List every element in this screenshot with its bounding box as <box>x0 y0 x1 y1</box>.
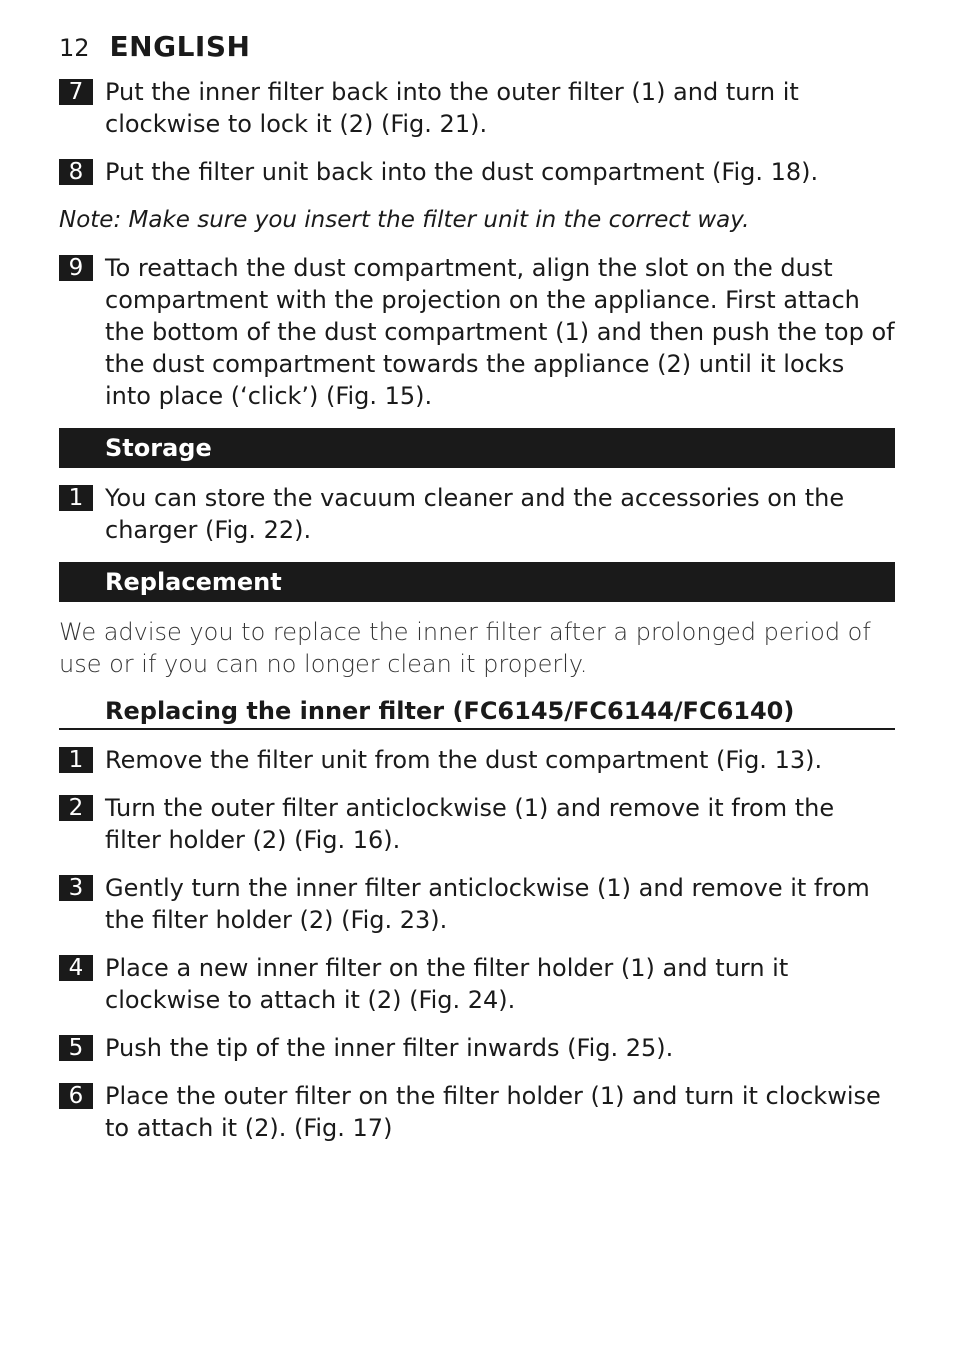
step-number: 4 <box>59 955 93 981</box>
step-text: To reattach the dust compartment, align the slot on the dust compartment with the projection on the appliance. First attach the bottom of the dust compartment (1) and then push the top of the dust compartment towards the appliance (2) until it locks into place (‘click’) (Fig. 15). <box>105 254 895 410</box>
subsection-heading: Replacing the inner filter (FC6145/FC6144/FC6140) <box>59 694 895 730</box>
section-heading-storage: Storage <box>59 428 895 468</box>
step-text: Put the inner filter back into the outer filter (1) and turn it clockwise to lock it (2) (Fig. 21). <box>105 78 799 138</box>
step-item <box>59 744 895 776</box>
step-item <box>59 1032 895 1064</box>
step-text: Push the tip of the inner filter inwards (Fig. 25). <box>105 1034 674 1062</box>
step-number: 1 <box>59 747 93 773</box>
intro-paragraph: We advise you to replace the inner filter after a prolonged period of use or if you can no longer clean it properly. <box>59 618 871 678</box>
step-item <box>59 952 895 1016</box>
step-text: Remove the filter unit from the dust compartment (Fig. 13). <box>105 746 823 774</box>
step-item <box>59 1080 895 1144</box>
step-text: Gently turn the inner filter anticlockwise (1) and remove it from the filter holder (2) (Fig. 23). <box>105 874 870 934</box>
step-item <box>59 482 895 546</box>
step-text: Place a new inner filter on the filter holder (1) and turn it clockwise to attach it (2) (Fig. 24). <box>105 954 789 1014</box>
page-number: 12 <box>59 34 90 62</box>
step-number: 8 <box>59 159 93 185</box>
step-text: Place the outer filter on the filter holder (1) and turn it clockwise to attach it (2). (Fig. 17) <box>105 1082 881 1142</box>
step-number: 9 <box>59 255 93 281</box>
step-item <box>59 792 895 856</box>
step-text: Turn the outer filter anticlockwise (1) and remove it from the filter holder (2) (Fig. 16). <box>105 794 835 854</box>
step-text: You can store the vacuum cleaner and the accessories on the charger (Fig. 22). <box>105 484 845 544</box>
language-heading: ENGLISH <box>109 30 251 63</box>
step-number: 2 <box>59 795 93 821</box>
step-item <box>59 872 895 936</box>
step-number: 3 <box>59 875 93 901</box>
step-item <box>59 156 895 188</box>
note-text: Note: Make sure you insert the filter unit in the correct way. <box>59 207 750 233</box>
step-number: 7 <box>59 79 93 105</box>
step-number: 6 <box>59 1083 93 1109</box>
section-heading-replacement: Replacement <box>59 562 895 602</box>
page-header <box>59 30 895 76</box>
step-item <box>59 252 895 412</box>
step-number: 5 <box>59 1035 93 1061</box>
manual-page <box>59 30 895 1160</box>
step-number: 1 <box>59 485 93 511</box>
step-text: Put the filter unit back into the dust compartment (Fig. 18). <box>105 158 819 186</box>
step-item <box>59 76 895 140</box>
